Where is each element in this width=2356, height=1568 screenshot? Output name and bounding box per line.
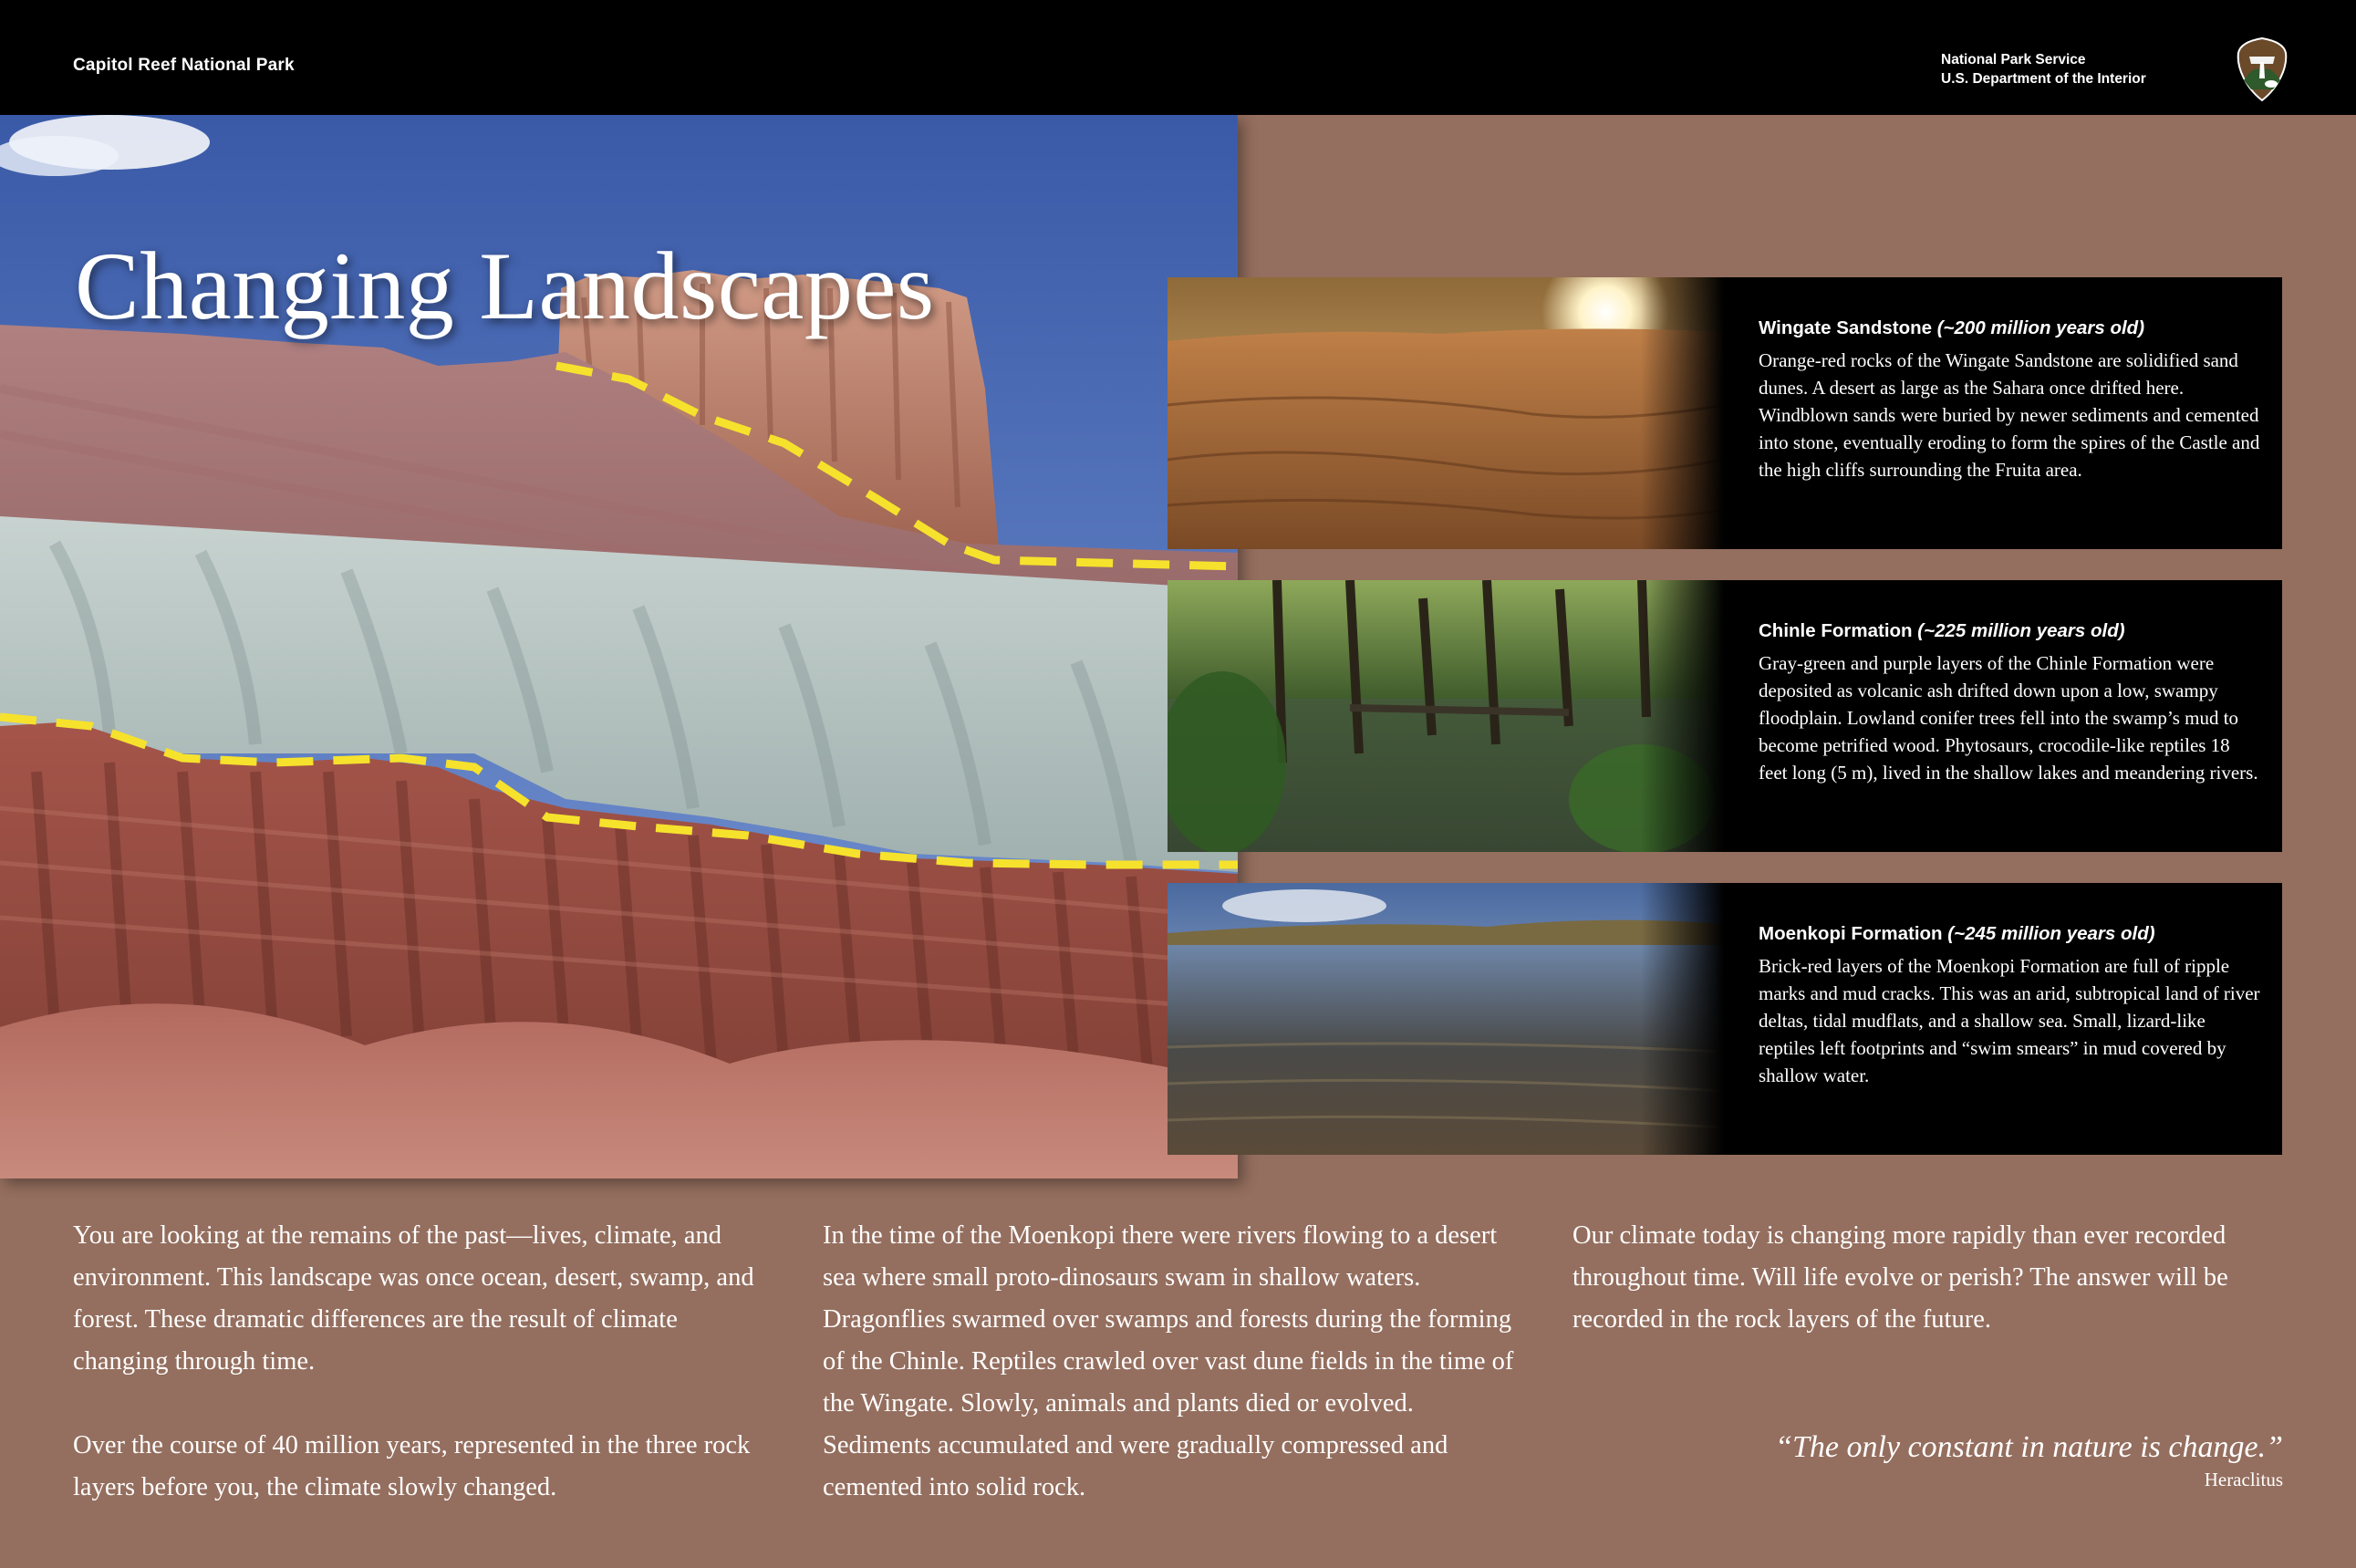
panel-chinle-formation (1168, 580, 2282, 852)
tidal-flat-photo (1168, 883, 1724, 1155)
arrowhead-icon (2237, 36, 2288, 102)
panel-description: Orange-red rocks of the Wingate Sandstone are solidified sand dunes. A desert as large as the Sahara once drifted here. Windblown sands were buried by newer sediments and cemented into stone, eventually eroding to form the spires of the Castle and the high cliffs surrounding the Fruita area. (1759, 349, 2260, 481)
paragraph: Our climate today is changing more rapidly than ever recorded throughout time. Will life evolve or perish? The answer will be recorded in the rock layers of the future. (1572, 1221, 2228, 1334)
paragraph: You are looking at the remains of the past—lives, climate, and environment. This landscape was once ocean, desert, swamp, and forest. These dramatic differences are the result of climate changing through time. (73, 1221, 754, 1376)
paragraph: In the time of the Moenkopi there were rivers flowing to a desert sea where small proto-dinosaurs swam in shallow waters. Dragonflies swarmed over swamps and forests during the forming of the Chinle. Reptiles crawled over vast dune fields in the time of the Wingate. Slowly, animals and plants died or evolved. Sediments accumulated and were gradually compressed and cemented into solid rock. (823, 1221, 1514, 1501)
formation-name: Moenkopi Formation (1759, 923, 1943, 944)
panel-heading (1759, 620, 2260, 642)
body-column-2 (823, 1215, 1525, 1551)
panel-moenkopi-formation (1168, 883, 2282, 1155)
body-column-1 (73, 1215, 775, 1551)
formation-age: (~200 million years old) (1936, 317, 2145, 338)
panel-heading (1759, 317, 2260, 339)
panel-wingate-sandstone (1168, 277, 2282, 549)
agency-name (1941, 50, 2146, 88)
panel-description: Brick-red layers of the Moenkopi Formation are full of ripple marks and mud cracks. This was an arid, subtropical land of river deltas, tidal mudflats, and a shallow sea. Small, lizard-like reptiles left footprints and “swim smears” in mud covered by shallow water. (1759, 955, 2260, 1086)
agency-line-2: U.S. Department of the Interior (1941, 71, 2146, 87)
panel-text (1759, 317, 2260, 483)
agency-line-1: National Park Service (1941, 52, 2086, 67)
quote: “The only constant in nature is change.” (1775, 1430, 2283, 1464)
header-bar (0, 0, 2356, 115)
paragraph: Over the course of 40 million years, represented in the three rock layers before you, the climate slowly changed. (73, 1431, 751, 1501)
quote-attribution: Heraclitus (2204, 1469, 2283, 1490)
panel-heading (1759, 923, 2260, 945)
panel-description: Gray-green and purple layers of the Chinle Formation were deposited as volcanic ash drifted down upon a low, swampy floodplain. Lowland conifer trees fell into the swamp’s mud to become petrified wood. Phytosaurs, crocodile-like reptiles 18 feet long (5 m), lived in the shallow lakes and meandering rivers. (1759, 652, 2258, 784)
formation-name: Wingate Sandstone (1759, 317, 1933, 338)
sand-dunes-photo (1168, 277, 1724, 549)
swamp-photo (1168, 580, 1724, 852)
formation-name: Chinle Formation (1759, 620, 1913, 641)
park-name: Capitol Reef National Park (73, 56, 295, 75)
panel-text (1759, 923, 2260, 1089)
body-column-3 (1572, 1215, 2275, 1383)
page-title: Changing Landscapes (75, 233, 935, 340)
formation-age: (~225 million years old) (1917, 620, 2125, 641)
formation-age: (~245 million years old) (1947, 923, 2155, 944)
panel-text (1759, 620, 2260, 786)
